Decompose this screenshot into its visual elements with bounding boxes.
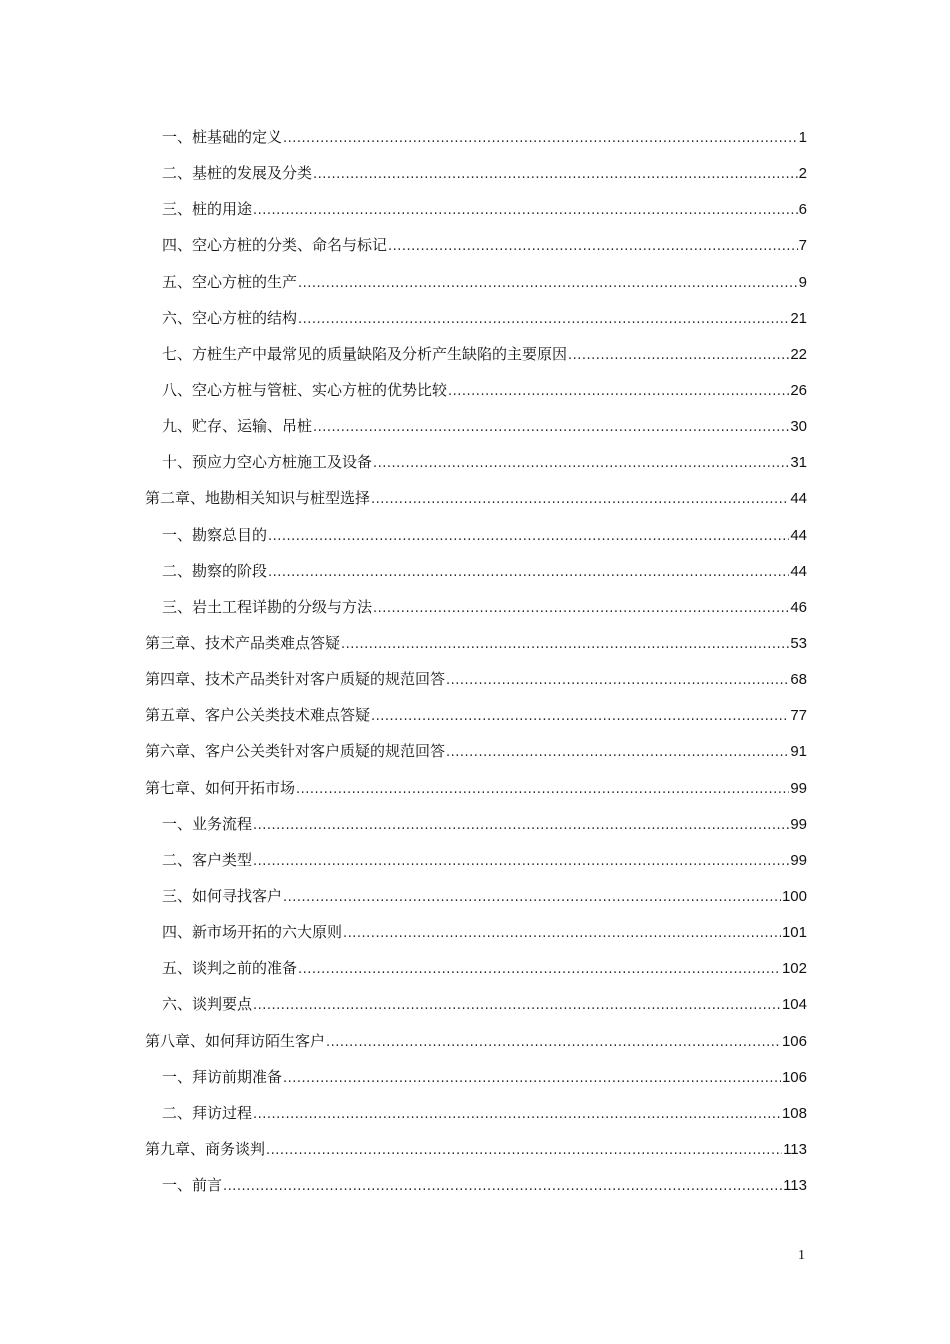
toc-entry-page-number: 104 [781,996,807,1014]
toc-entry-title: 第三章、技术产品类难点答疑 [145,633,341,652]
toc-dot-leader [568,343,789,369]
toc-chapter-entry[interactable] [145,666,807,702]
toc-chapter-entry[interactable] [145,702,807,738]
toc-entry-page-number: 7 [798,237,807,255]
toc-entry-title: 第七章、如何开拓市场 [145,778,296,797]
toc-entry-title: 四、空心方桩的分类、命名与标记 [162,236,388,255]
toc-entry-title: 第九章、商务谈判 [145,1139,266,1158]
toc-dot-leader [446,740,789,766]
toc-dot-leader [373,596,789,622]
toc-section-entry[interactable] [145,124,807,160]
toc-entry-title: 第二章、地勘相关知识与桩型选择 [145,489,371,508]
toc-chapter-entry[interactable] [145,485,807,521]
toc-entry-title: 一、前言 [162,1176,223,1195]
toc-entry-page-number: 1 [798,129,807,146]
toc-entry-page-number: 22 [790,345,807,363]
toc-entry-page-number: 6 [798,201,807,219]
toc-dot-leader [298,307,789,333]
toc-entry-page-number: 101 [781,924,807,942]
toc-dot-leader [283,1066,781,1092]
toc-section-entry[interactable] [145,196,807,232]
toc-section-entry[interactable] [145,955,807,991]
toc-entry-page-number: 106 [781,1068,807,1086]
toc-section-entry[interactable] [145,341,807,377]
toc-entry-page-number: 44 [790,490,807,508]
toc-entry-title: 第五章、客户公关类技术难点答疑 [145,706,371,725]
toc-dot-leader [343,921,781,947]
toc-entry-page-number: 108 [781,1104,807,1122]
toc-entry-page-number: 31 [790,454,807,472]
toc-entry-page-number: 106 [781,1032,807,1050]
toc-dot-leader [298,271,798,297]
toc-entry-page-number: 99 [790,851,807,869]
toc-section-entry[interactable] [145,558,807,594]
toc-entry-title: 六、空心方桩的结构 [162,308,298,327]
toc-dot-leader [223,1174,782,1200]
toc-entry-title: 第六章、客户公关类针对客户质疑的规范回答 [145,742,446,761]
toc-dot-leader [268,560,789,586]
toc-dot-leader [268,524,789,550]
table-of-contents [145,124,807,1208]
toc-dot-leader [253,849,789,875]
toc-entry-page-number: 53 [790,634,807,652]
toc-entry-page-number: 44 [790,562,807,580]
toc-entry-page-number: 91 [790,743,807,761]
toc-entry-title: 二、客户类型 [162,850,253,869]
toc-chapter-entry[interactable] [145,775,807,811]
toc-entry-title: 一、勘察总目的 [162,525,268,544]
toc-chapter-entry[interactable] [145,1136,807,1172]
toc-dot-leader [298,957,781,983]
toc-entry-title: 一、业务流程 [162,814,253,833]
toc-dot-leader [253,1102,781,1128]
toc-dot-leader [313,162,798,188]
toc-dot-leader [388,234,798,260]
toc-entry-title: 五、谈判之前的准备 [162,959,298,978]
toc-entry-title: 五、空心方桩的生产 [162,272,298,291]
toc-entry-title: 三、桩的用途 [162,200,253,219]
toc-entry-page-number: 21 [790,309,807,327]
toc-dot-leader [341,632,789,658]
toc-dot-leader [373,451,789,477]
toc-dot-leader [283,885,781,911]
toc-section-entry[interactable] [145,522,807,558]
toc-entry-title: 二、拜访过程 [162,1103,253,1122]
toc-entry-title: 二、基桩的发展及分类 [162,164,313,183]
toc-entry-title: 十、预应力空心方桩施工及设备 [162,453,373,472]
toc-section-entry[interactable] [145,883,807,919]
toc-entry-title: 六、谈判要点 [162,995,253,1014]
toc-entry-title: 三、岩土工程详勘的分级与方法 [162,597,373,616]
toc-section-entry[interactable] [145,305,807,341]
toc-dot-leader [371,487,789,513]
toc-entry-page-number: 9 [798,273,807,291]
toc-section-entry[interactable] [145,160,807,196]
toc-entry-page-number: 2 [798,165,807,183]
toc-section-entry[interactable] [145,413,807,449]
toc-section-entry[interactable] [145,449,807,485]
toc-entry-title: 第四章、技术产品类针对客户质疑的规范回答 [145,670,446,689]
toc-section-entry[interactable] [145,594,807,630]
toc-entry-page-number: 44 [790,526,807,544]
toc-entry-title: 第八章、如何拜访陌生客户 [145,1031,326,1050]
toc-entry-title: 三、如何寻找客户 [162,886,283,905]
toc-entry-title: 一、桩基础的定义 [162,128,283,146]
toc-section-entry[interactable] [145,847,807,883]
toc-entry-page-number: 30 [790,418,807,436]
toc-section-entry[interactable] [145,232,807,268]
page-number: 1 [798,1248,805,1263]
toc-entry-title: 七、方桩生产中最常见的质量缺陷及分析产生缺陷的主要原因 [162,344,568,363]
toc-section-entry[interactable] [145,1064,807,1100]
toc-section-entry[interactable] [145,919,807,955]
toc-dot-leader [446,668,789,694]
toc-entry-page-number: 77 [790,707,807,725]
toc-entry-title: 一、拜访前期准备 [162,1067,283,1086]
toc-section-entry[interactable] [145,1100,807,1136]
toc-entry-page-number: 113 [783,1140,807,1158]
toc-dot-leader [371,704,789,730]
toc-dot-leader [253,993,781,1019]
toc-dot-leader [313,415,789,441]
toc-entry-page-number: 100 [781,887,807,905]
toc-entry-page-number: 99 [790,779,807,797]
toc-chapter-entry[interactable] [145,630,807,666]
toc-entry-title: 二、勘察的阶段 [162,561,268,580]
toc-chapter-entry[interactable] [145,1028,807,1064]
toc-entry-title: 四、新市场开拓的六大原则 [162,923,343,942]
toc-chapter-entry[interactable] [145,738,807,774]
toc-entry-page-number: 102 [781,960,807,978]
toc-dot-leader [296,777,789,803]
toc-entry-page-number: 113 [783,1177,807,1195]
toc-section-entry[interactable] [145,991,807,1027]
toc-section-entry[interactable] [145,377,807,413]
toc-section-entry[interactable] [145,269,807,305]
toc-entry-page-number: 68 [790,671,807,689]
toc-section-entry[interactable] [145,1172,807,1208]
toc-entry-title: 八、空心方桩与管桩、实心方桩的优势比较 [162,380,448,399]
toc-dot-leader [266,1138,782,1164]
toc-entry-page-number: 26 [790,381,807,399]
toc-entry-title: 九、贮存、运输、吊桩 [162,417,313,436]
toc-entry-page-number: 46 [790,598,807,616]
toc-section-entry[interactable] [145,811,807,847]
toc-dot-leader [253,813,789,839]
toc-entry-page-number: 99 [790,815,807,833]
toc-dot-leader [448,379,789,405]
toc-dot-leader [253,198,798,224]
toc-dot-leader [283,126,798,152]
toc-dot-leader [326,1030,781,1056]
